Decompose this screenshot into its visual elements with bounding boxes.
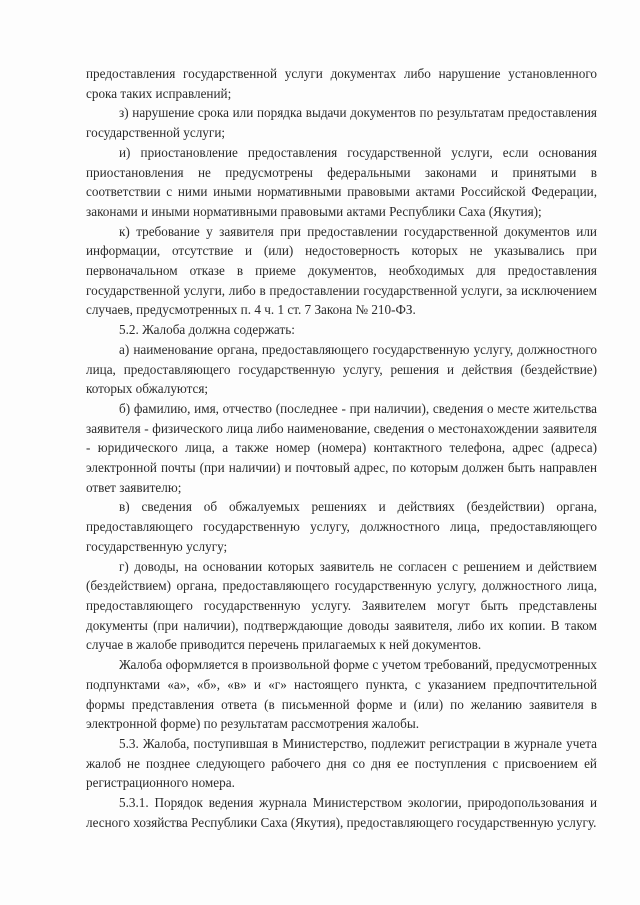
section-5-3: 5.3. Жалоба, поступившая в Министерство, подлежит регистрации в журнале учета жалоб не позднее следующего рабочего дня со дня ее поступления с присвоением ей регистрационного номера.	[86, 735, 597, 791]
paragraph-item-z: з) нарушение срока или порядка выдачи документов по результатам предоставления государственной услуги;	[86, 105, 597, 141]
paragraph-item-i: и) приостановление предоставления государственной услуги, если основания приостановления не предусмотрены федеральными законами и принятыми в соответствии с ними иными нормативными правовыми актами Российской Федерации, законами и иными нормативными правовыми актами Республики Саха (Якутия);	[86, 144, 597, 219]
paragraph-complaint-form: Жалоба оформляется в произвольной форме с учетом требований, предусмотренных подпунктами «а», «б», «в» и «г» настоящего пункта, с указанием предпочтительной формы представления ответа (в письменной форме и (или) по желанию заявителя в электронной форме) по результатам рассмотрения жалобы.	[86, 657, 597, 732]
section-5-3-1: 5.3.1. Порядок ведения журнала Министерством экологии, природопользования и лесного хозяйства Республики Саха (Якутия), предоставляющего государственную услугу.	[86, 795, 597, 830]
paragraph-item-a: а) наименование органа, предоставляющего государственную услугу, должностного лица, предоставляющего государственную услугу, решения и действия (бездействие) которых обжалуются;	[86, 341, 597, 397]
section-5-2-heading: 5.2. Жалоба должна содержать:	[119, 322, 295, 338]
document-body	[86, 64, 597, 832]
paragraph-continuation: предоставления государственной услуги документах либо нарушение установленного срока таких исправлений;	[86, 66, 597, 101]
paragraph-item-k: к) требование у заявителя при предоставлении государственной документов или информации, отсутствие и (или) недостоверность которых не указывались при первоначальном отказе в приеме документов, необходимых для предоставления государственной услуги, либо в предоставлении государственной услуги, за исключением случаев, предусмотренных п. 4 ч. 1 ст. 7 Закона № 210-ФЗ.	[86, 223, 597, 318]
paragraph-item-v: в) сведения об обжалуемых решениях и действиях (бездействии) органа, предоставляющего государственную услугу, должностного лица, предоставляющего государственную услугу;	[86, 499, 597, 554]
paragraph-item-b: б) фамилию, имя, отчество (последнее - при наличии), сведения о месте жительства заявителя - физического лица либо наименование, сведения о местонахождении заявителя - юридического лица, а также номер (номера) контактного телефона, адрес (адреса) электронной почты (при наличии) и почтовый адрес, по которым должен быть направлен ответ заявителю;	[86, 400, 597, 495]
paragraph-item-g: г) доводы, на основании которых заявитель не согласен с решением и действием (бездействием) органа, предоставляющего государственную услугу, должностного лица, предоставляющего государственную услугу. Заявителем могут быть представлены документы (при наличии), подтверждающие доводы заявителя, либо их копии. В таком случае в жалобе приводится перечень прилагаемых к ней документов.	[86, 558, 597, 653]
